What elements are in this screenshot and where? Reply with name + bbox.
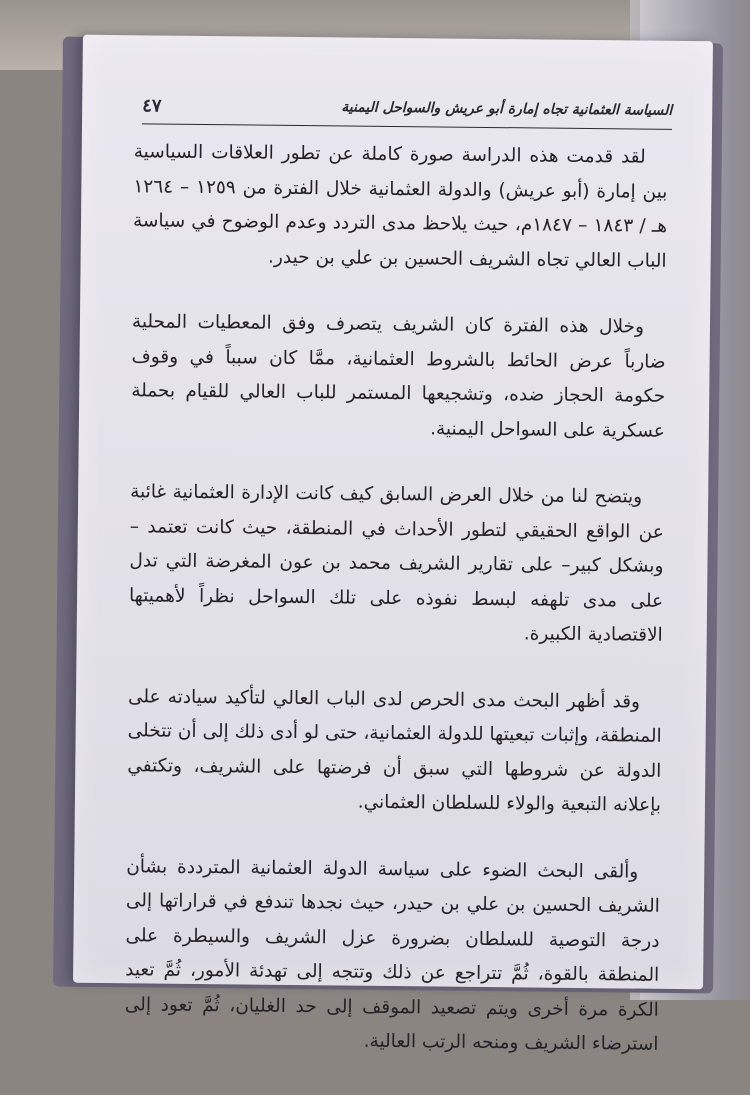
header-title: السياسة العثمانية تجاه إمارة أبو عريش والسواحل اليمنية: [341, 99, 673, 119]
paragraph-5: وألقى البحث الضوء على سياسة الدولة العثمانية المترددة بشأن الشريف الحسين بن علي بن حيدر، حيث نجدها تندفع في قراراتها إلى درجة التوصية للسلطان بضرورة عزل الشريف والسيطرة على المنطقة بالقوة، ثُمَّ تتراجع عن ذلك وتتجه إلى تهدئة الأمور، ثُمَّ تعيد الكرة مرة أخرى ويتم تصعيد الموقف إلى حد الغليان، ثُمَّ تعود إلى استرضاء الشريف ومنحه الرتب العالية.: [124, 855, 660, 1055]
paragraph-2: وخلال هذه الفترة كان الشريف يتصرف وفق المعطيات المحلية ضارباً عرض الحائط بالشروط العثمانية، ممَّا كان سبباً في وقوف حكومة الحجاز ضده، وتشجيعها المستمر للباب العالي للقيام بحملة عسكرية على السواحل اليمنية.: [131, 311, 666, 442]
paragraph-4: وقد أظهر البحث مدى الحرص لدى الباب العالي لتأكيد سيادته على المنطقة، وإثبات تبعيتها للدولة العثمانية، حتى لو أدى ذلك إلى أن تتخلى الدولة عن شروطها التي سبق أن فرضتها على الشريف، وتكتفي بإعلانه التبعية والولاء للسلطان العثماني.: [127, 685, 662, 816]
page-number: ٤٧: [142, 95, 162, 117]
running-header: [142, 93, 672, 130]
paragraph-3: ويتضح لنا من خلال العرض السابق كيف كانت الإدارة العثمانية غائبة عن الواقع الحقيقي لتطور الأحداث في المنطقة، حيث كانت تعتمد – وبشكل كبير– على تقارير الشريف محمد بن عون المغرضة التي تدل على مدى تلهفه لبسط نفوذه على تلك السواحل نظراً لأهميتها الاقتصادية الكبيرة.: [129, 481, 664, 646]
body-text: [124, 135, 668, 1094]
book-page: [73, 35, 713, 1055]
paragraph-1: لقد قدمت هذه الدراسة صورة كاملة عن تطور العلاقات السياسية بين إمارة (أبو عريش) والدولة العثمانية خلال الفترة من ١٢٥٩ – ١٢٦٤ هـ / ١٨٤٣ – ١٨٤٧م، حيث يلاحظ مدى التردد وعدم الوضوح في سياسة الباب العالي تجاه الشريف الحسين بن علي بن حيدر.: [132, 141, 668, 272]
